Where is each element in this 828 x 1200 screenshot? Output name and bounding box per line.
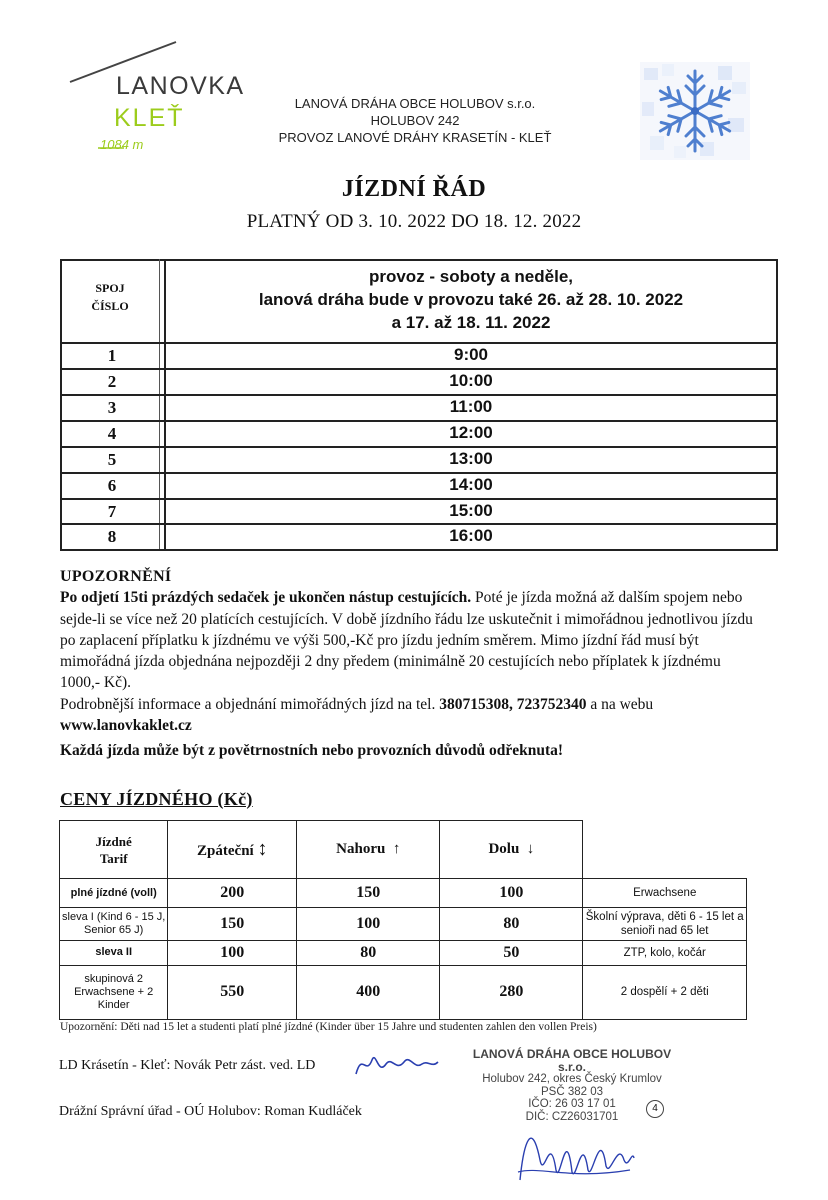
tarif-header: Jízdné Tarif — [60, 821, 168, 879]
table-row — [60, 908, 747, 940]
operation-header: provoz - soboty a neděle, lanová dráha bude v provozu také 26. až 28. 10. 2022 a 17. až 18. 11. 2022 — [258, 267, 684, 332]
up-price: 100 — [297, 908, 440, 940]
connection-number: 2 — [107, 372, 117, 391]
down-price: 50 — [440, 940, 583, 965]
company-stamp: LANOVÁ DRÁHA OBCE HOLUBOV s.r.o. Holubov 242, okres Český Krumlov PSČ 382 03 IČO: 26 03 17 01 DIČ: CZ26031701 — [472, 1047, 672, 1123]
up-price: 150 — [297, 879, 440, 908]
up-header: Nahoru ↑ — [297, 821, 440, 879]
website-link[interactable]: www.lanovkaklet.cz — [60, 717, 192, 735]
up-price: 80 — [297, 940, 440, 965]
price-table — [59, 820, 747, 1020]
departure-time: 14:00 — [449, 475, 493, 494]
tarif-description: Školní výprava, děti 6 - 15 let a senioři nad 65 let — [583, 908, 747, 940]
table-row — [60, 879, 747, 908]
departure-time: 11:00 — [449, 397, 493, 416]
prices-heading: CENY JÍZDNÉHO (Kč) — [60, 789, 253, 809]
table-row — [60, 342, 776, 369]
logo-elevation: 1084 m — [100, 137, 144, 152]
notice-cancellation-warning: Každá jízda může být z povětrnostních nebo provozních důvodů odřeknuta! — [60, 742, 564, 760]
departure-time: 15:00 — [449, 501, 493, 520]
stamp-signature-icon — [510, 1100, 640, 1195]
down-price: 100 — [440, 879, 583, 908]
table-row — [60, 523, 776, 550]
authority-signature-line: Drážní Správní úřad - OÚ Holubov: Roman Kudláček — [59, 1104, 362, 1119]
connection-number: 6 — [107, 476, 117, 495]
company-header — [250, 95, 580, 146]
down-arrow-icon: ↓ — [526, 841, 535, 858]
up-down-arrow-icon: ↕ — [257, 838, 268, 861]
page-title: JÍZDNÍ ŘÁD — [341, 176, 487, 202]
tarif-cell: sleva II — [60, 940, 168, 965]
table-row — [60, 472, 776, 499]
price-footnote: Upozornění: Děti nad 15 let a studenti platí plné jízdné (Kinder über 15 Jahre und studenten zahlen den vollen Preis) — [60, 1021, 597, 1033]
tarif-description: Erwachsene — [583, 879, 747, 908]
page-number: 4 — [646, 1100, 664, 1118]
return-price: 200 — [168, 879, 297, 908]
connection-number: 3 — [107, 398, 117, 417]
down-price: 80 — [440, 908, 583, 940]
table-row — [60, 420, 776, 447]
connection-number: 5 — [107, 450, 117, 469]
connection-number: 7 — [107, 502, 117, 521]
handwritten-signature-icon — [352, 1046, 442, 1082]
logo-place: KLEŤ — [114, 104, 185, 132]
table-row — [60, 498, 776, 525]
schedule-table — [60, 259, 778, 551]
return-price: 550 — [168, 965, 297, 1019]
tarif-description: 2 dospělí + 2 děti — [583, 965, 747, 1019]
table-row — [60, 394, 776, 421]
company-name: LANOVÁ DRÁHA OBCE HOLUBOV s.r.o. — [294, 96, 536, 111]
notice-contact: Podrobnější informace a objednání mimořádných jízd na tel. 380715308, 723752340 a na webu www.lanovkaklet.cz — [60, 695, 654, 735]
up-price: 400 — [297, 965, 440, 1019]
table-row — [60, 446, 776, 473]
logo — [68, 40, 258, 160]
departure-time: 10:00 — [449, 371, 493, 390]
tarif-description: ZTP, kolo, kočár — [583, 940, 747, 965]
up-arrow-icon: ↑ — [392, 841, 401, 858]
down-header: Dolu ↓ — [440, 821, 583, 879]
tarif-cell: skupinová 2 Erwachsene + 2 Kinder — [60, 965, 168, 1019]
company-address: HOLUBOV 242 — [370, 113, 460, 128]
snowflake-icon — [640, 62, 750, 160]
table-row — [60, 940, 747, 965]
company-operation: PROVOZ LANOVÉ DRÁHY KRASETÍN - KLEŤ — [278, 130, 552, 145]
departure-time: 9:00 — [453, 345, 489, 364]
table-row — [60, 368, 776, 395]
operator-signature-line: LD Krásetín - Kleť: Novák Petr zást. ved. LD — [59, 1058, 316, 1073]
down-price: 280 — [440, 965, 583, 1019]
connection-number-header: SPOJ ČÍSLO — [91, 281, 129, 313]
phone-numbers: 380715308, 723752340 — [439, 695, 587, 713]
tarif-cell: plné jízdné (voll) — [60, 879, 168, 908]
departure-time: 12:00 — [449, 423, 493, 442]
tarif-cell: sleva I (Kind 6 - 15 J, Senior 65 J) — [60, 908, 168, 940]
table-row — [60, 965, 747, 1019]
notice-bold-rule: Po odjetí 15ti prázdých sedaček je ukončen nástup cestujících. — [60, 589, 472, 607]
departure-time: 13:00 — [449, 449, 493, 468]
return-price: 150 — [168, 908, 297, 940]
connection-number: 1 — [107, 346, 117, 365]
return-price: 100 — [168, 940, 297, 965]
notice-section — [60, 566, 760, 762]
notice-body — [60, 587, 760, 693]
table-header-row — [60, 821, 747, 879]
departure-time: 16:00 — [449, 526, 493, 545]
notice-text: Poté je jízda možná až dalším spojem nebo sejde-li se více než 20 platících cestujících. V době jízdního řádu lze uskutečnit i mimořádnou jednotlivou jízdu po zaplacení příplatku k jízdnému ve výši 500,-Kč pro jízdu jedním směrem. Mimo jízdní řád musí být mimořádná jízda objednána nejpozději 2 dny předem (minimálně 20 cestujících nebo příplatek k jízdnému 1000,- Kč). — [60, 589, 753, 692]
return-header: Zpáteční ↕ — [168, 821, 297, 879]
connection-number: 8 — [107, 527, 117, 546]
logo-name: LANOVKA — [116, 72, 245, 100]
validity-period: PLATNÝ OD 3. 10. 2022 DO 18. 12. 2022 — [246, 211, 582, 232]
notice-heading: UPOZORNĚNÍ — [60, 568, 172, 585]
connection-number: 4 — [107, 424, 117, 443]
